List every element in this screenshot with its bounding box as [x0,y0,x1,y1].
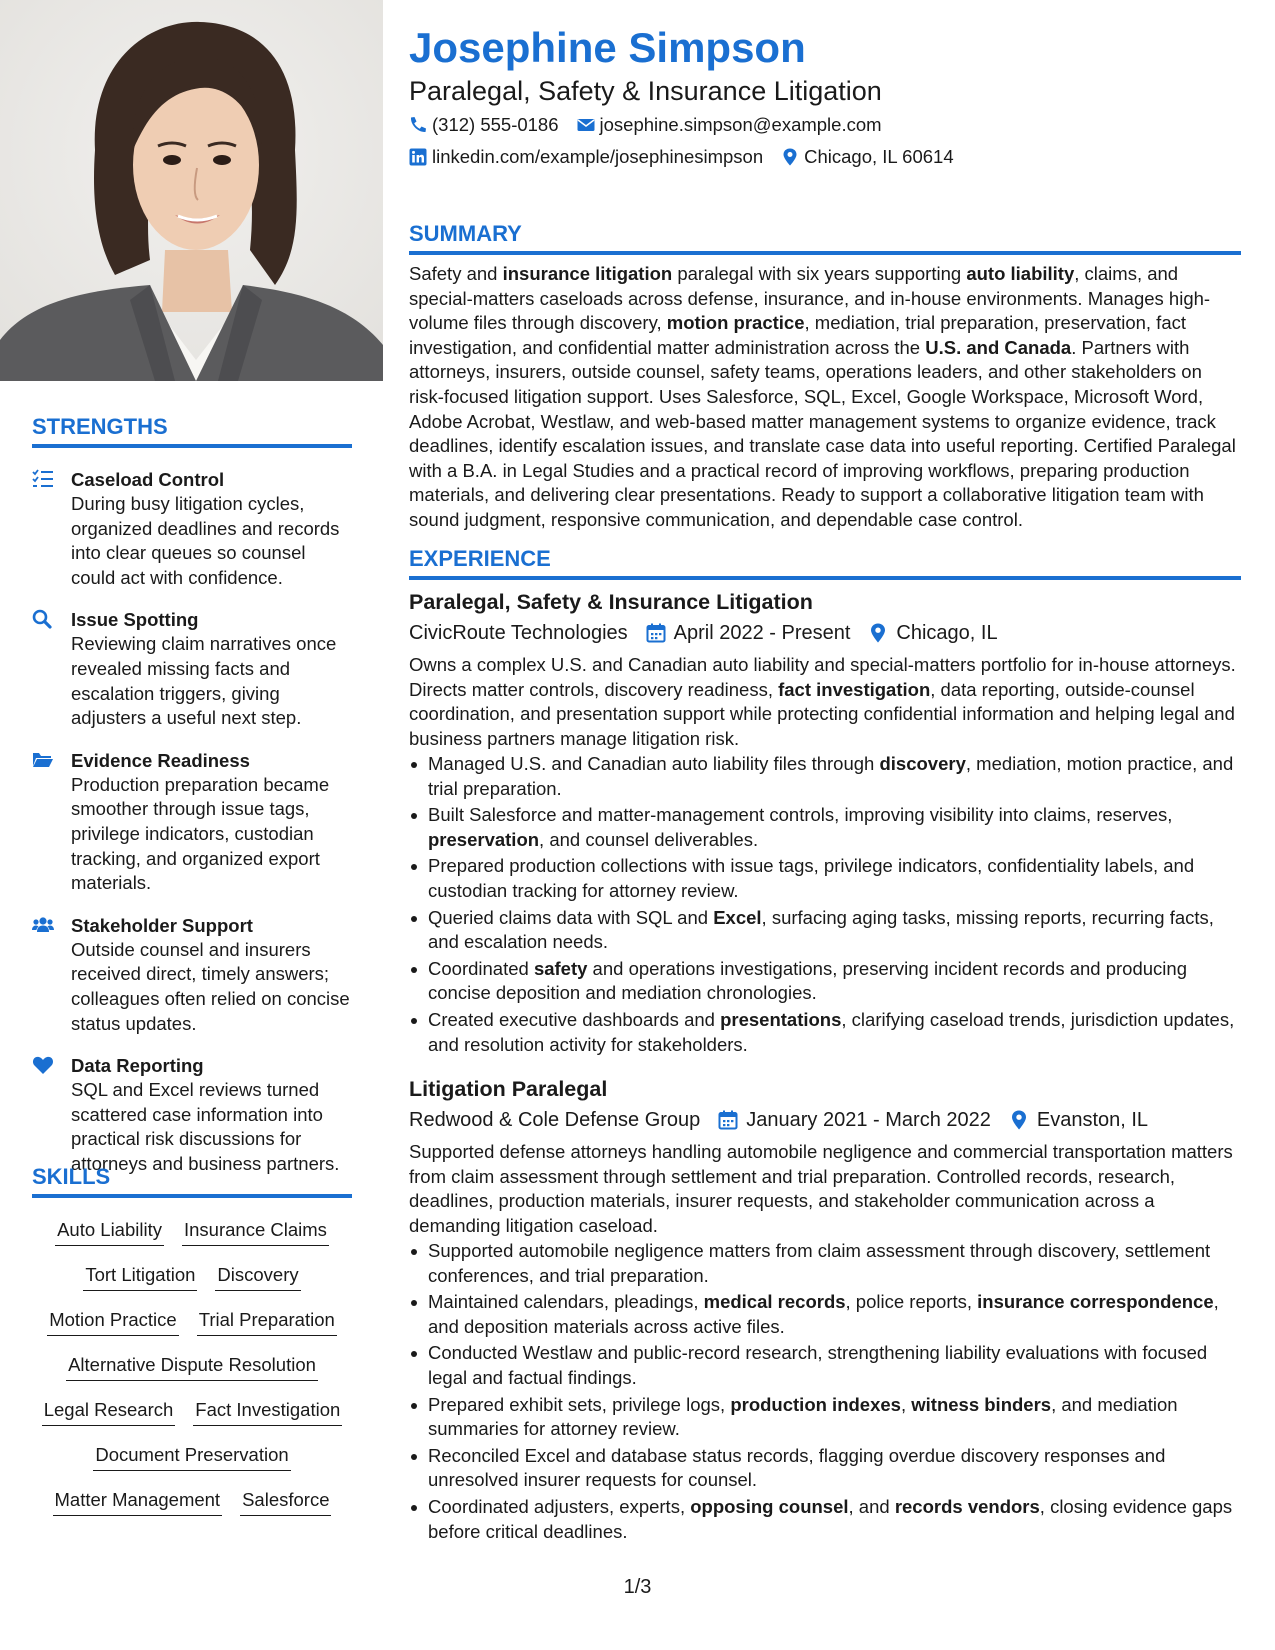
bullet-text: and operations investigations, preserving incident records and producing concise deposition and mediation chronologies. [428,957,1187,1004]
job-bullets [409,752,1241,1059]
strength-desc: Reviewing claim narratives once revealed missing facts and escalation triggers, giving adjusters a useful next step. [71,633,337,729]
page-number: 1/3 [623,1576,652,1598]
profile-photo [0,0,383,381]
bullet-text: , surfacing aging tasks, missing reports, recurring facts, and escalation needs. [428,906,1214,953]
strength-item [32,914,352,1036]
bullet-text: , [900,1393,912,1415]
strength-desc: Production preparation became smoother through issue tags, privilege indicators, custodian tracking, and organized export materials. [71,773,330,894]
location-pin-icon [868,623,888,643]
skill-tag: Insurance Claims [182,1218,329,1246]
bullet-text: , clarifying caseload trends, jurisdiction updates, and resolution activity for stakeholders. [428,1008,1235,1055]
strengths-heading: STRENGTHS [32,414,352,448]
bullet-emphasis: safety [533,957,588,979]
bullet-item [409,803,1241,852]
experience-heading: EXPERIENCE [409,546,1241,580]
contact-row [409,113,882,137]
bullet-text: Coordinated adjusters, experts, [428,1495,691,1517]
bullet-text: Prepared production collections with issue tags, privilege indicators, confidentiality labels, and custodian tracking for attorney review. [428,855,1195,901]
skill-tag: Discovery [215,1263,300,1291]
users-icon [32,915,54,935]
skill-row [32,1398,352,1443]
summary-text: . Partners with attorneys, insurers, outside counsel, safety teams, operations leaders, and other stakeholders on risk-focused litigation support. Uses Salesforce, SQL, Excel, Google Workspace, Microsoft Word, Adobe Acrobat, Westlaw, and web-based matter management systems to organize evidence, track deadlines, identify escalation issues, and translate case data into useful reporting. Certified Paralegal with a B.A. in Legal Studies and a practical record of improving workflows, preparing production materials, and delivering clear presentations. Ready to support a collaborative litigation team with sound judgment, responsive communication, and dependable case control. [409,336,1236,530]
bullet-item [409,1393,1241,1442]
skill-tag: Trial Preparation [197,1308,337,1336]
summary-emphasis: insurance litigation [502,263,673,284]
strength-item [32,468,352,590]
calendar-icon [646,623,666,643]
strength-desc: SQL and Excel reviews turned scattered case information into practical risk discussions for attorneys and business partners. [71,1079,340,1174]
job-meta [409,1107,1148,1133]
skill-tag: Motion Practice [47,1308,179,1336]
job-company: CivicRoute Technologies [409,622,628,644]
bullet-text: Prepared exhibit sets, privilege logs, [428,1393,731,1415]
bullet-text: Maintained calendars, pleadings, [428,1291,704,1313]
email-link[interactable]: josephine.simpson@example.com [599,114,882,135]
bullet-emphasis: production indexes [730,1393,901,1415]
skill-row [32,1353,352,1398]
phone-text[interactable]: (312) 555-0186 [432,114,559,135]
bullet-text: Conducted Westlaw and public-record research, strengthening liability evaluations with focused legal and factual findings. [428,1342,1208,1388]
heart-icon [32,1055,54,1075]
skill-row [32,1263,352,1308]
summary-emphasis: auto liability [966,263,1075,284]
skill-row [32,1488,352,1533]
job-dates: January 2021 - March 2022 [746,1109,991,1131]
job-bullets [409,1239,1241,1546]
summary-heading: SUMMARY [409,221,1241,255]
bullet-emphasis: witness binders [911,1393,1052,1415]
summary-emphasis: U.S. and Canada [925,336,1072,358]
bullet-emphasis: discovery [879,753,966,774]
bullet-text: Queried claims data with SQL and [428,906,714,928]
candidate-name: Josephine Simpson [409,24,806,71]
strength-item [32,1054,352,1176]
job-dates: April 2022 - Present [673,622,851,644]
skill-tag: Salesforce [240,1488,331,1516]
bullet-text: , mediation, motion practice, and trial preparation. [428,753,1234,799]
bullet-item [409,752,1241,801]
bullet-emphasis: records vendors [894,1495,1040,1517]
bullet-item [409,1495,1241,1544]
location-pin-icon [1009,1110,1029,1130]
job-desc-emphasis: fact investigation [778,678,931,700]
strength-title: Stakeholder Support [71,914,253,936]
bullet-text: Supported automobile negligence matters from claim assessment through discovery, settlement conferences, and trial preparation. [428,1240,1211,1286]
skill-tag: Tort Litigation [83,1263,197,1291]
skill-tag: Alternative Dispute Resolution [66,1353,318,1381]
summary-text: paralegal with six years supporting [672,263,967,284]
job-desc-text: , data reporting, outside-counsel coordination, and presentation support while protecting confidential information and helping legal and business partners manage litigation risk. [409,678,1235,749]
email-icon [577,116,595,134]
job-desc-text: Supported defense attorneys handling automobile negligence and commercial transportation matters from claim assessment through settlement and trial preparation. Controlled records, research, deadlines, production materials, insurer requests, and stakeholder communication across a demanding litigation caseload. [409,1141,1233,1236]
bullet-text: , and deposition materials across active files. [428,1291,1219,1337]
linkedin-link[interactable]: linkedin.com/example/josephinesimpson [432,146,764,167]
job-title: Litigation Paralegal [409,1077,608,1101]
folder-open-icon [32,750,54,770]
strengths-list [32,468,352,1194]
summary-text [409,262,1241,533]
bullet-emphasis: preservation [428,828,540,850]
headline: Paralegal, Safety & Insurance Litigation [409,76,882,106]
bullet-emphasis: Excel [713,906,762,928]
bullet-text: , and counsel deliverables. [539,828,759,850]
job-desc-text: Owns a complex U.S. and Canadian auto liability and special-matters portfolio for in-house attorneys. Directs matter controls, discovery readiness, [409,654,1236,700]
calendar-icon [718,1110,738,1130]
strength-item [32,608,352,730]
skill-tag: Document Preservation [93,1443,290,1471]
bullet-emphasis: presentations [720,1008,842,1030]
skill-tag: Legal Research [42,1398,176,1426]
summary-emphasis: motion practice [666,312,805,334]
location-pin-icon [781,148,799,166]
job-title: Paralegal, Safety & Insurance Litigation [409,590,813,614]
skill-row [32,1218,352,1263]
bullet-emphasis: medical records [703,1291,846,1313]
strength-title: Data Reporting [71,1055,204,1077]
strength-desc: Outside counsel and insurers received direct, timely answers; colleagues often relied on concise status updates. [71,938,350,1034]
strength-item [32,749,352,896]
list-check-icon [32,469,54,489]
bullet-text: Managed U.S. and Canadian auto liability files through [428,753,880,774]
job-location: Evanston, IL [1036,1109,1149,1131]
skill-row [32,1308,352,1353]
bullet-item [409,1008,1241,1057]
bullet-text: Created executive dashboards and [428,1008,721,1030]
job-location: Chicago, IL [896,622,998,644]
skills-heading: SKILLS [32,1164,352,1198]
bullet-item [409,1239,1241,1288]
linkedin-icon [409,148,427,166]
bullet-text: Built Salesforce and matter-management controls, improving visibility into claims, reserves, [428,804,1173,826]
location-text: Chicago, IL 60614 [804,146,954,167]
phone-icon [409,116,427,134]
strength-title: Issue Spotting [71,609,199,631]
bullet-item [409,854,1241,903]
bullet-item [409,1341,1241,1390]
search-icon [32,609,54,629]
sidebar [0,0,383,1650]
bullet-text: , and mediation summaries for attorney review. [428,1393,1178,1440]
skill-tag: Matter Management [53,1488,223,1516]
bullet-emphasis: insurance correspondence [977,1291,1214,1313]
bullet-item [409,957,1241,1006]
job-description [409,653,1241,751]
skill-tag: Auto Liability [55,1218,164,1246]
skill-tag: Fact Investigation [193,1398,342,1426]
bullet-item [409,1290,1241,1339]
summary-text: Safety and [409,263,503,284]
summary-text: , mediation, trial preparation, preservation, fact investigation, and confidential matter administration across the [409,312,1186,358]
strength-title: Evidence Readiness [71,749,250,771]
bullet-text: , closing evidence gaps before critical deadlines. [428,1495,1233,1542]
skill-row [32,1443,352,1488]
bullet-text: , and [848,1495,895,1517]
contact-row [409,145,954,169]
strength-desc: During busy litigation cycles, organized deadlines and records into clear queues so counsel could act with confidence. [71,493,340,588]
job-meta [409,620,998,646]
bullet-item [409,1444,1241,1493]
bullet-text: Coordinated [428,957,534,979]
strength-title: Caseload Control [71,469,225,490]
bullet-item [409,906,1241,955]
job-description [409,1140,1241,1238]
summary-text: , claims, and special-matters caseloads across defense, insurance, and in-house environments. Manages high-volume files through discovery, [409,263,1211,334]
bullet-text: Reconciled Excel and database status records, flagging overdue discovery responses and unresolved insurer requests for counsel. [428,1444,1166,1491]
bullet-emphasis: opposing counsel [690,1495,849,1517]
skills-list [32,1218,352,1533]
bullet-text: , police reports, [845,1291,978,1313]
job-company: Redwood & Cole Defense Group [409,1109,701,1131]
